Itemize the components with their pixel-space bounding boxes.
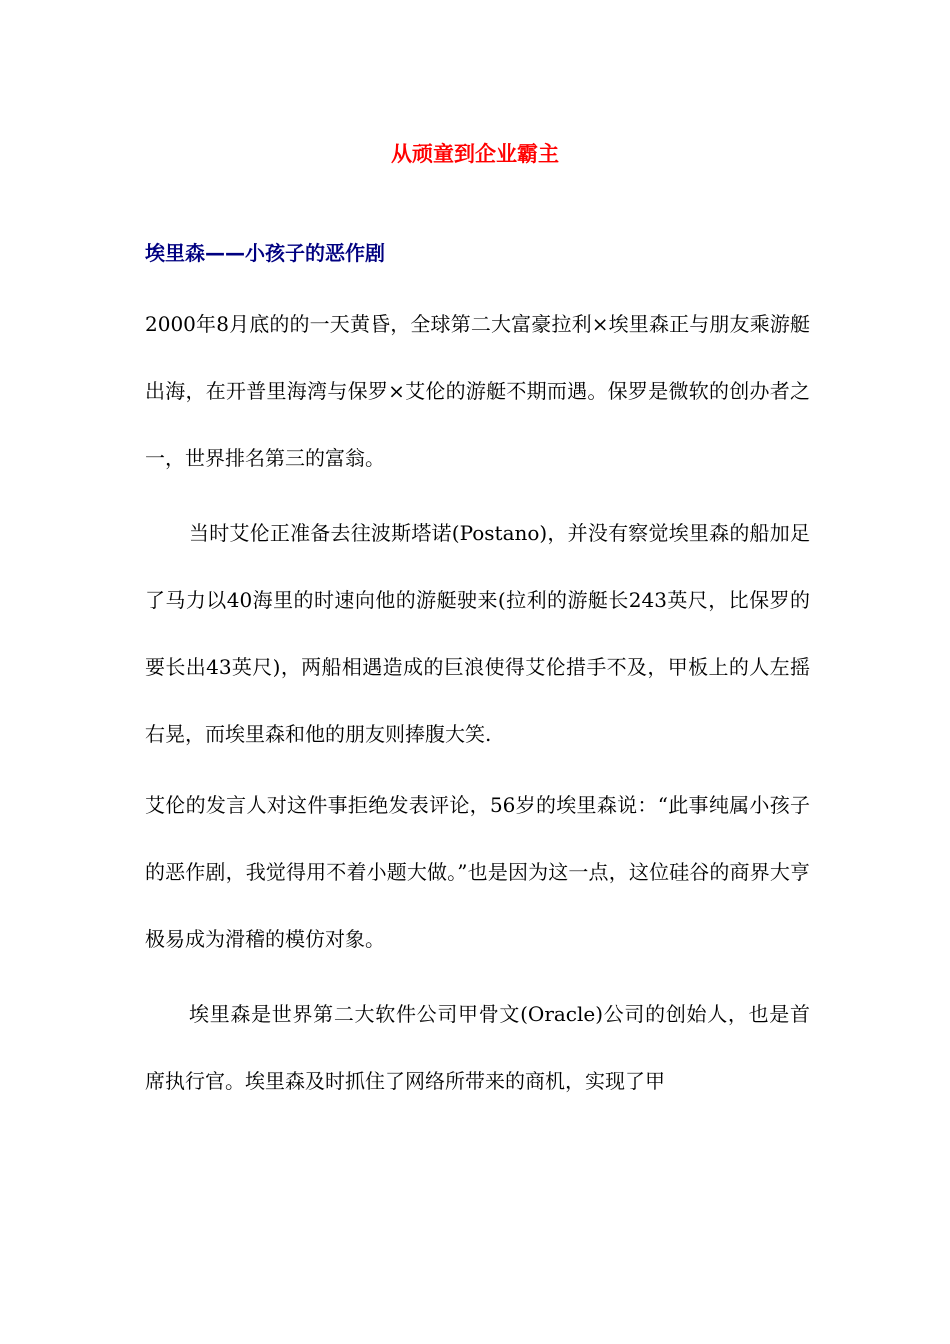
- paragraph: 2000年8月底的的一天黄昏，全球第二大富豪拉利×埃里森正与朋友乘游艇出海，在开普里海湾与保罗×艾伦的游艇不期而遇。保罗是微软的创办者之一，世界排名第三的富翁。: [145, 312, 810, 470]
- document-title: 从顽童到企业霸主: [391, 142, 559, 166]
- paragraph: 艾伦的发言人对这件事拒绝发表评论，56岁的埃里森说：“此事纯属小孩子的恶作剧，我觉得用不着小题大做。”也是因为这一点，这位硅谷的商界大亨极易成为滑稽的模仿对象。: [145, 793, 810, 951]
- section-heading: 埃里森——小孩子的恶作剧: [145, 241, 385, 265]
- paragraph: 埃里森是世界第二大软件公司甲骨文(Oracle)公司的创始人，也是首席执行官。埃里森及时抓住了网络所带来的商机，实现了甲: [145, 1002, 810, 1093]
- paragraph: 当时艾伦正准备去往波斯塔诺(Postano)，并没有察觉埃里森的船加足了马力以40海里的时速向他的游艇驶来(拉利的游艇长243英尺，比保罗的要长出43英尺)，两船相遇造成的巨浪使得艾伦措手不及，甲板上的人左摇右晃，而埃里森和他的朋友则捧腹大笑.: [145, 521, 810, 746]
